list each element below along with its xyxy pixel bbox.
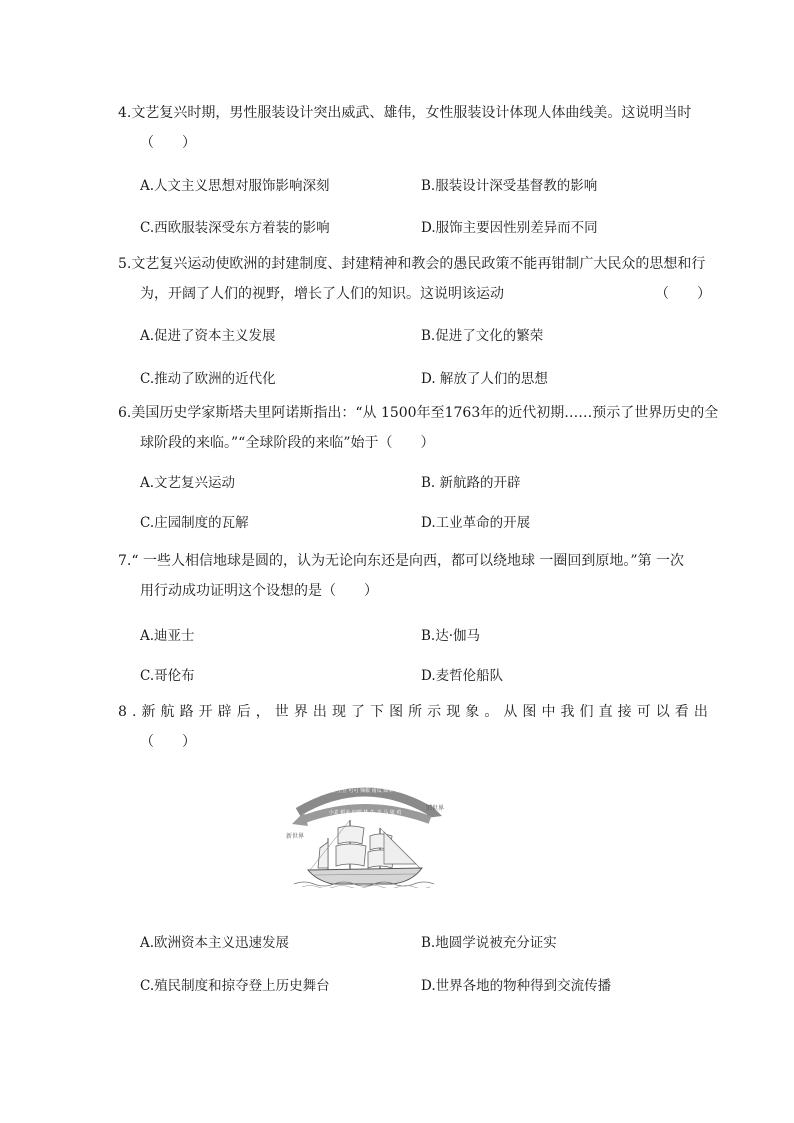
stem-char: 路 xyxy=(179,704,194,720)
question-4-stem-line-1: 4.文艺复兴时期，男性服装设计突出威武、雄伟，女性服装设计体现人体曲线美。这说明当时 xyxy=(118,105,692,121)
question-5-stem-line-1: 5.文艺复兴运动使欧洲的封建制度、封建精神和教会的愚民政策不能再钳制广大民众的思想和行 xyxy=(118,256,706,272)
question-8-option-d: D.世界各地的物种得到交流传播 xyxy=(421,978,612,994)
question-4-option-a: A.人文主义思想对服饰影响深刻 xyxy=(140,178,330,194)
old-world-label: 旧世界 xyxy=(426,805,445,812)
stem-char: 接 xyxy=(617,704,632,720)
stem-char: 新 xyxy=(141,704,156,720)
question-4-answer-paren: （ ） xyxy=(140,135,196,151)
question-5-answer-paren: （ ） xyxy=(655,286,711,302)
question-7-stem-line-2: 用行动成功证明这个设想的是（ ） xyxy=(140,583,378,599)
main-sail-top xyxy=(338,826,364,844)
stem-char: 。 xyxy=(484,704,499,720)
stem-char: 开 xyxy=(198,704,213,720)
stem-char: 航 xyxy=(160,704,175,720)
new-world-label: 新世界 xyxy=(286,833,305,840)
question-5-option-d: D. 解放了人们的思想 xyxy=(421,371,548,387)
stem-char: . xyxy=(131,704,137,720)
question-5-option-a: A.促进了资本主义发展 xyxy=(140,328,276,344)
stem-char: 从 xyxy=(503,704,518,720)
question-7-option-c: C.哥伦布 xyxy=(140,668,195,684)
stem-char: 后 xyxy=(236,704,251,720)
main-sail-bottom xyxy=(336,844,366,866)
question-8-option-c: C.殖民制度和掠夺登上历史舞台 xyxy=(140,978,330,994)
question-6-option-a: A.文艺复兴运动 xyxy=(140,475,236,491)
stem-char: 图 xyxy=(522,704,537,720)
stem-char: 示 xyxy=(427,704,442,720)
stem-char: 中 xyxy=(541,704,556,720)
question-7-option-a: A.迪亚士 xyxy=(140,628,195,644)
stem-char: 图 xyxy=(389,704,404,720)
columbian-exchange-illustration xyxy=(280,776,450,888)
stem-char: 我 xyxy=(560,704,575,720)
question-6-stem-line-1: 6.美国历史学家斯塔夫里阿诺斯指出：“从 1500年至1763年的近代初期……预示了世界历史的全 xyxy=(118,405,719,421)
ship-hull xyxy=(308,868,422,884)
top-arrow-items-text: 玉米 番薯 土豆 可可 辣椒 南瓜 烟草 甘薯 花生 xyxy=(313,788,417,794)
question-4-option-c: C.西欧服装深受东方着装的影响 xyxy=(140,220,330,236)
question-5-option-c: C.推动了欧洲的近代化 xyxy=(140,371,276,387)
stem-char: 以 xyxy=(655,704,670,720)
stem-char: 辟 xyxy=(217,704,232,720)
stem-char: 们 xyxy=(579,704,594,720)
question-7-option-d: D.麦哲伦船队 xyxy=(421,668,504,684)
stem-char: 象 xyxy=(465,704,480,720)
mizzen-sail xyxy=(318,842,328,868)
question-6-option-c: C.庄园制度的瓦解 xyxy=(140,515,249,531)
stem-char: 出 xyxy=(312,704,327,720)
question-5-option-b: B.促进了文化的繁荣 xyxy=(421,328,544,344)
stem-char: 直 xyxy=(598,704,613,720)
question-4-option-d: D.服饰主要因性别差异而不同 xyxy=(421,220,598,236)
stem-char: 8 xyxy=(118,704,127,720)
question-5-stem-line-2: 为，开阔了人们的视野，增长了人们的知识。这说明该运动 xyxy=(140,286,504,302)
stem-char: ， xyxy=(255,704,270,720)
stem-char: 下 xyxy=(370,704,385,720)
bottom-arrow-items-text: 小麦 稻米 柠檬 桃 牛 羊 马 猪 鸡 xyxy=(328,810,402,816)
question-4-option-b: B.服装设计深受基督教的影响 xyxy=(421,178,598,194)
question-6-option-d: D.工业革命的开展 xyxy=(421,515,531,531)
question-6-option-b: B. 新航路的开辟 xyxy=(421,475,521,491)
question-8-option-b: B.地圆学说被充分证实 xyxy=(421,935,557,951)
question-7-stem-line-1: 7.“ 一些人相信地球是圆的，认为无论向东还是向西，都可以绕地球 一圈回到原地。”第 一次 xyxy=(118,553,685,569)
stem-char: 看 xyxy=(674,704,689,720)
stem-char: 现 xyxy=(446,704,461,720)
stem-char: 世 xyxy=(274,704,289,720)
stem-char: 界 xyxy=(293,704,308,720)
stem-char: 出 xyxy=(693,704,708,720)
stem-char: 可 xyxy=(636,704,651,720)
stem-char: 现 xyxy=(331,704,346,720)
question-7-option-b: B.达·伽马 xyxy=(421,628,481,644)
stem-char: 了 xyxy=(350,704,365,720)
question-6-stem-line-2: 球阶段的来临。”“全球阶段的来临”始于（ ） xyxy=(140,435,435,451)
ship-illustration-svg xyxy=(280,776,450,888)
question-8-option-a: A.欧洲资本主义迅速发展 xyxy=(140,935,290,951)
question-8-stem-line-1 xyxy=(118,702,708,722)
question-8-answer-paren: （ ） xyxy=(140,734,196,750)
stem-char: 所 xyxy=(408,704,423,720)
